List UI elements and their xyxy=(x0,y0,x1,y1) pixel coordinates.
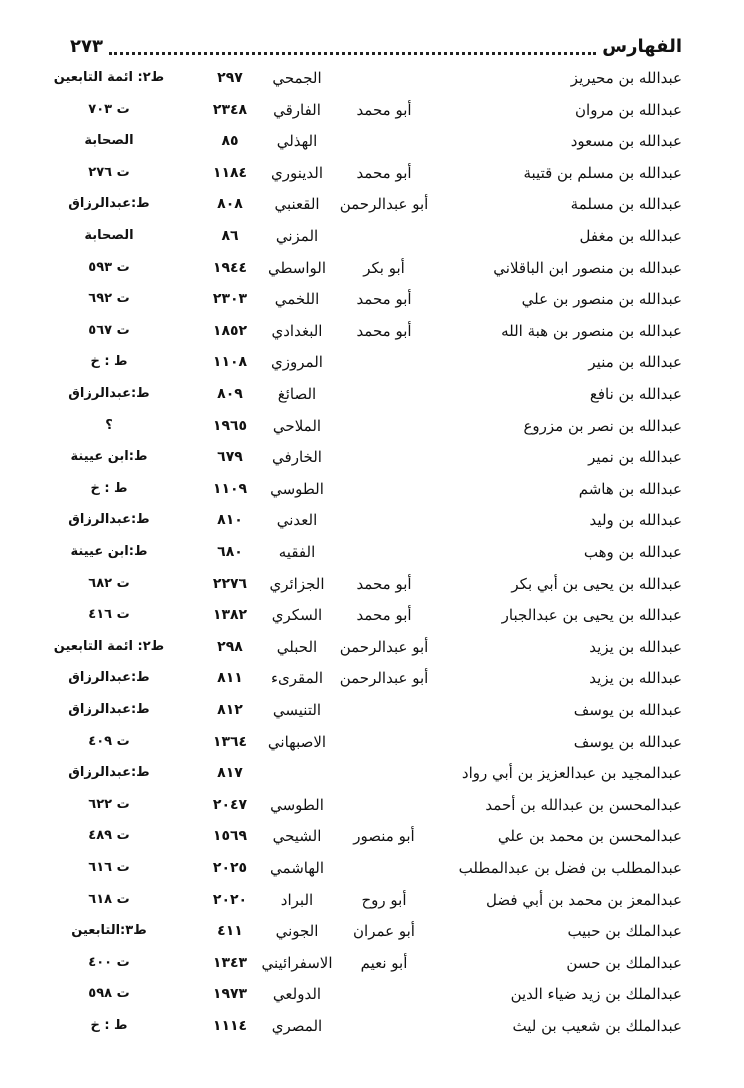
index-row xyxy=(0,726,744,758)
entry-nisba: الهذلي xyxy=(276,132,318,151)
entry-nisba: الحبلي xyxy=(276,637,318,656)
entry-source: ت ٥٦٧ xyxy=(88,322,130,338)
entry-nisba: الجمحي xyxy=(272,69,322,87)
entry-kunya: أبو عمران xyxy=(353,922,415,941)
index-row xyxy=(0,852,744,884)
entry-name: عبدالله بن نصر بن مزروع xyxy=(523,416,682,435)
index-row xyxy=(0,789,744,821)
entry-number: ٨٠٩ xyxy=(217,386,243,402)
index-row xyxy=(0,157,744,189)
entry-source: ت ٦١٨ xyxy=(88,891,130,907)
entry-kunya: أبو محمد xyxy=(356,290,412,309)
entry-number: ١٩٧٣ xyxy=(212,986,248,1003)
entry-name: عبدالمطلب بن فضل بن عبدالمطلب xyxy=(458,859,682,877)
entry-number: ٢٣٠٣ xyxy=(212,291,248,308)
entry-source: ؟ xyxy=(105,417,113,433)
index-row xyxy=(0,536,744,568)
entry-source: ت ٦٨٢ xyxy=(88,575,130,591)
entry-name: عبدالله بن هاشم xyxy=(578,479,682,498)
entry-nisba: البراد xyxy=(280,890,314,909)
entry-name: عبدالله بن محيريز xyxy=(570,69,682,87)
entry-kunya: أبو عبدالرحمن xyxy=(339,637,429,656)
entry-name: عبدالله بن نافع xyxy=(589,385,682,403)
entry-number: ١٣٨٢ xyxy=(212,607,248,624)
entry-source: الصحابة xyxy=(84,228,134,243)
entry-number: ١٩٤٤ xyxy=(212,259,248,276)
entry-nisba: الجزائري xyxy=(269,574,325,593)
entry-source: ط:ابن عيينة xyxy=(70,449,148,465)
entry-number: ١١٨٤ xyxy=(212,164,248,181)
entry-nisba: الصائغ xyxy=(277,385,317,403)
entry-number: ٦٧٩ xyxy=(217,449,243,466)
entry-source: ط:عبدالرزاق xyxy=(68,512,150,528)
entry-name: عبدالمحسن بن عبدالله بن أحمد xyxy=(485,795,682,814)
entry-nisba: المصري xyxy=(271,1017,323,1035)
entry-kunya: أبو عبدالرحمن xyxy=(339,195,429,214)
index-row xyxy=(0,346,744,378)
entry-source: ت ٧٠٣ xyxy=(88,101,130,117)
entry-number: ٨١١ xyxy=(217,670,243,687)
entry-nisba: الجوني xyxy=(275,922,319,941)
index-row xyxy=(0,283,744,315)
entry-nisba: العدني xyxy=(276,511,318,530)
entry-name: عبدالملك بن زيد ضياء الدين xyxy=(510,985,682,1004)
entry-number: ٨١٧ xyxy=(217,765,243,782)
index-row xyxy=(0,599,744,631)
index-row xyxy=(0,188,744,220)
entry-name: عبدالله بن يوسف xyxy=(573,701,682,719)
entry-number: ٢٢٧٦ xyxy=(212,575,248,592)
entry-nisba: الاسفرائيني xyxy=(261,953,333,972)
entry-nisba: الشيحي xyxy=(272,827,322,846)
entry-name: عبدالله بن مغفل xyxy=(579,227,682,245)
entry-source: ت ٤٠٩ xyxy=(88,733,130,749)
index-row xyxy=(0,631,744,663)
entry-name: عبدالله بن يزيد xyxy=(589,637,682,656)
entry-number: ١٥٦٩ xyxy=(212,828,248,845)
dotted-leader xyxy=(109,38,596,55)
page-header xyxy=(70,30,682,62)
entry-number: ٢٠٢٥ xyxy=(212,860,248,876)
entry-name: عبدالله بن منصور بن علي xyxy=(521,290,682,309)
entry-number: ١١٠٩ xyxy=(212,480,248,497)
entry-kunya: أبو روح xyxy=(361,890,407,909)
entry-source: ط٣:التابعين xyxy=(71,923,147,939)
index-row xyxy=(0,662,744,694)
entry-name: عبدالله بن منير xyxy=(588,353,682,372)
index-row xyxy=(0,125,744,157)
index-row xyxy=(0,757,744,789)
index-row xyxy=(0,884,744,916)
entry-kunya: أبو محمد xyxy=(356,163,412,182)
entry-source: ط : خ xyxy=(90,1018,128,1033)
entry-source: ت ٤٠٠ xyxy=(88,954,130,970)
entry-number: ٨٦ xyxy=(221,228,239,244)
entry-nisba: الهاشمي xyxy=(270,859,324,877)
entry-name: عبدالله بن يحيى بن أبي بكر xyxy=(511,574,682,593)
entry-nisba: المروزي xyxy=(271,353,323,372)
entry-number: ٤١١ xyxy=(217,923,243,940)
entry-nisba: الملاحي xyxy=(272,416,322,435)
running-title: الفهارس xyxy=(602,35,682,57)
entry-nisba: السكري xyxy=(271,606,323,625)
entry-number: ١٩٦٥ xyxy=(212,417,248,434)
entry-nisba: القعنبي xyxy=(274,195,320,214)
entry-source: ت ٤١٦ xyxy=(88,607,130,623)
entry-source: ط٢: ائمة التابعين xyxy=(53,638,165,654)
entry-name: عبدالله بن وهب xyxy=(583,543,682,561)
index-row xyxy=(0,694,744,726)
entry-kunya: أبو محمد xyxy=(356,100,412,119)
entry-name: عبدالله بن وليد xyxy=(589,511,682,530)
entry-kunya: أبو محمد xyxy=(356,574,412,593)
entry-source: ت ٥٩٣ xyxy=(88,259,130,275)
entry-name: عبدالمعز بن محمد بن أبي فضل xyxy=(486,890,682,909)
entry-nisba: الدولعي xyxy=(272,985,322,1004)
index-row xyxy=(0,410,744,442)
entry-source: ت ٦٢٢ xyxy=(88,796,130,812)
entry-name: عبدالله بن منصور بن هبة الله xyxy=(501,321,682,340)
entry-kunya: أبو عبدالرحمن xyxy=(339,669,429,688)
entry-number: ١١١٤ xyxy=(212,1018,248,1034)
entry-name: عبدالله بن يوسف xyxy=(573,732,682,751)
index-row xyxy=(0,220,744,252)
entry-nisba: المزني xyxy=(275,227,319,245)
entry-source: ط:عبدالرزاق xyxy=(68,196,150,212)
entry-name: عبدالملك بن حسن xyxy=(566,953,682,972)
page-number: ٢٧٣ xyxy=(70,35,103,57)
entry-name: عبدالملك بن حبيب xyxy=(567,922,682,941)
entry-number: ٨١٢ xyxy=(217,702,243,718)
entry-number: ١٣٤٣ xyxy=(212,954,248,971)
entry-number: ٢٣٤٨ xyxy=(212,101,248,118)
index-row xyxy=(0,820,744,852)
entry-source: ط:عبدالرزاق xyxy=(68,765,150,781)
entry-source: ط:عبدالرزاق xyxy=(68,670,150,686)
entry-nisba: المقرىء xyxy=(270,669,324,688)
entry-source: ط:ابن عيينة xyxy=(70,544,148,559)
entry-name: عبدالله بن مسلمة xyxy=(570,195,682,214)
entry-number: ٨٥ xyxy=(221,133,239,150)
entry-nisba: الواسطي xyxy=(267,258,327,277)
entry-nisba: الطوسي xyxy=(270,479,324,498)
index-row xyxy=(0,252,744,284)
entry-number: ١١٠٨ xyxy=(212,354,248,371)
entry-source: ت ٦٩٢ xyxy=(88,291,130,307)
entry-source: ط : خ xyxy=(90,480,128,496)
index-row xyxy=(0,441,744,473)
entry-source: ت ٢٧٦ xyxy=(88,164,130,180)
index-row xyxy=(0,915,744,947)
entry-kunya: أبو منصور xyxy=(353,827,415,846)
entry-source: ت ٥٩٨ xyxy=(88,986,130,1002)
entry-name: عبدالمجيد بن عبدالعزيز بن أبي رواد xyxy=(461,764,682,783)
entry-nisba: الطوسي xyxy=(270,795,324,814)
entry-kunya: أبو نعيم xyxy=(360,953,408,972)
entry-source: ط:عبدالرزاق xyxy=(68,386,150,401)
entry-nisba: اللخمي xyxy=(274,290,320,309)
entry-name: عبدالله بن يزيد xyxy=(589,669,682,688)
entry-number: ٢٩٨ xyxy=(217,638,243,655)
index-row xyxy=(0,978,744,1010)
index-row xyxy=(0,315,744,347)
entry-name: عبدالملك بن شعيب بن ليث xyxy=(512,1017,682,1035)
entry-nisba: الدينوري xyxy=(270,163,324,182)
index-row xyxy=(0,378,744,410)
entry-kunya: أبو محمد xyxy=(356,321,412,340)
entry-source: ط : خ xyxy=(90,354,128,370)
index-row xyxy=(0,504,744,536)
entry-nisba: البغدادي xyxy=(271,321,323,340)
entry-name: عبدالله بن مسلم بن قتيبة xyxy=(523,163,682,182)
entry-name: عبدالله بن نمير xyxy=(588,448,682,467)
entry-name: عبدالله بن يحيى بن عبدالجبار xyxy=(501,606,682,625)
index-row xyxy=(0,94,744,126)
entry-nisba: الفقيه xyxy=(278,543,316,561)
entry-number: ٨٠٨ xyxy=(217,196,243,213)
entry-source: الصحابة xyxy=(84,133,134,149)
entry-nisba: التنيسي xyxy=(272,701,322,719)
entry-source: ط:عبدالرزاق xyxy=(68,702,150,717)
index-row xyxy=(0,1010,744,1042)
entry-number: ٢٠٤٧ xyxy=(212,796,248,813)
entry-nisba: الاصبهاني xyxy=(267,732,327,751)
entry-number: ٢٠٢٠ xyxy=(212,891,248,908)
index-row xyxy=(0,947,744,979)
entry-nisba: الفارقي xyxy=(273,100,321,119)
entry-number: ٦٨٠ xyxy=(217,544,243,560)
entry-name: عبدالله بن مروان xyxy=(575,100,682,119)
entry-source: ت ٦١٦ xyxy=(88,860,130,875)
entry-name: عبدالله بن منصور ابن الباقلاني xyxy=(493,258,682,277)
entry-source: ط٢: ائمة التابعين xyxy=(53,70,165,85)
entry-number: ١٨٥٢ xyxy=(212,322,248,339)
index-row xyxy=(0,568,744,600)
entry-source: ت ٤٨٩ xyxy=(88,828,130,844)
index-row xyxy=(0,62,744,94)
entry-number: ٨١٠ xyxy=(217,512,243,529)
entry-kunya: أبو بكر xyxy=(363,258,405,277)
entry-kunya: أبو محمد xyxy=(356,606,412,625)
entry-name: عبدالمحسن بن محمد بن علي xyxy=(497,827,682,846)
entry-number: ٢٩٧ xyxy=(217,70,243,86)
entry-number: ١٣٦٤ xyxy=(212,733,248,750)
entry-name: عبدالله بن مسعود xyxy=(570,132,682,151)
entry-nisba: الخارفي xyxy=(272,448,322,467)
index-row xyxy=(0,473,744,505)
